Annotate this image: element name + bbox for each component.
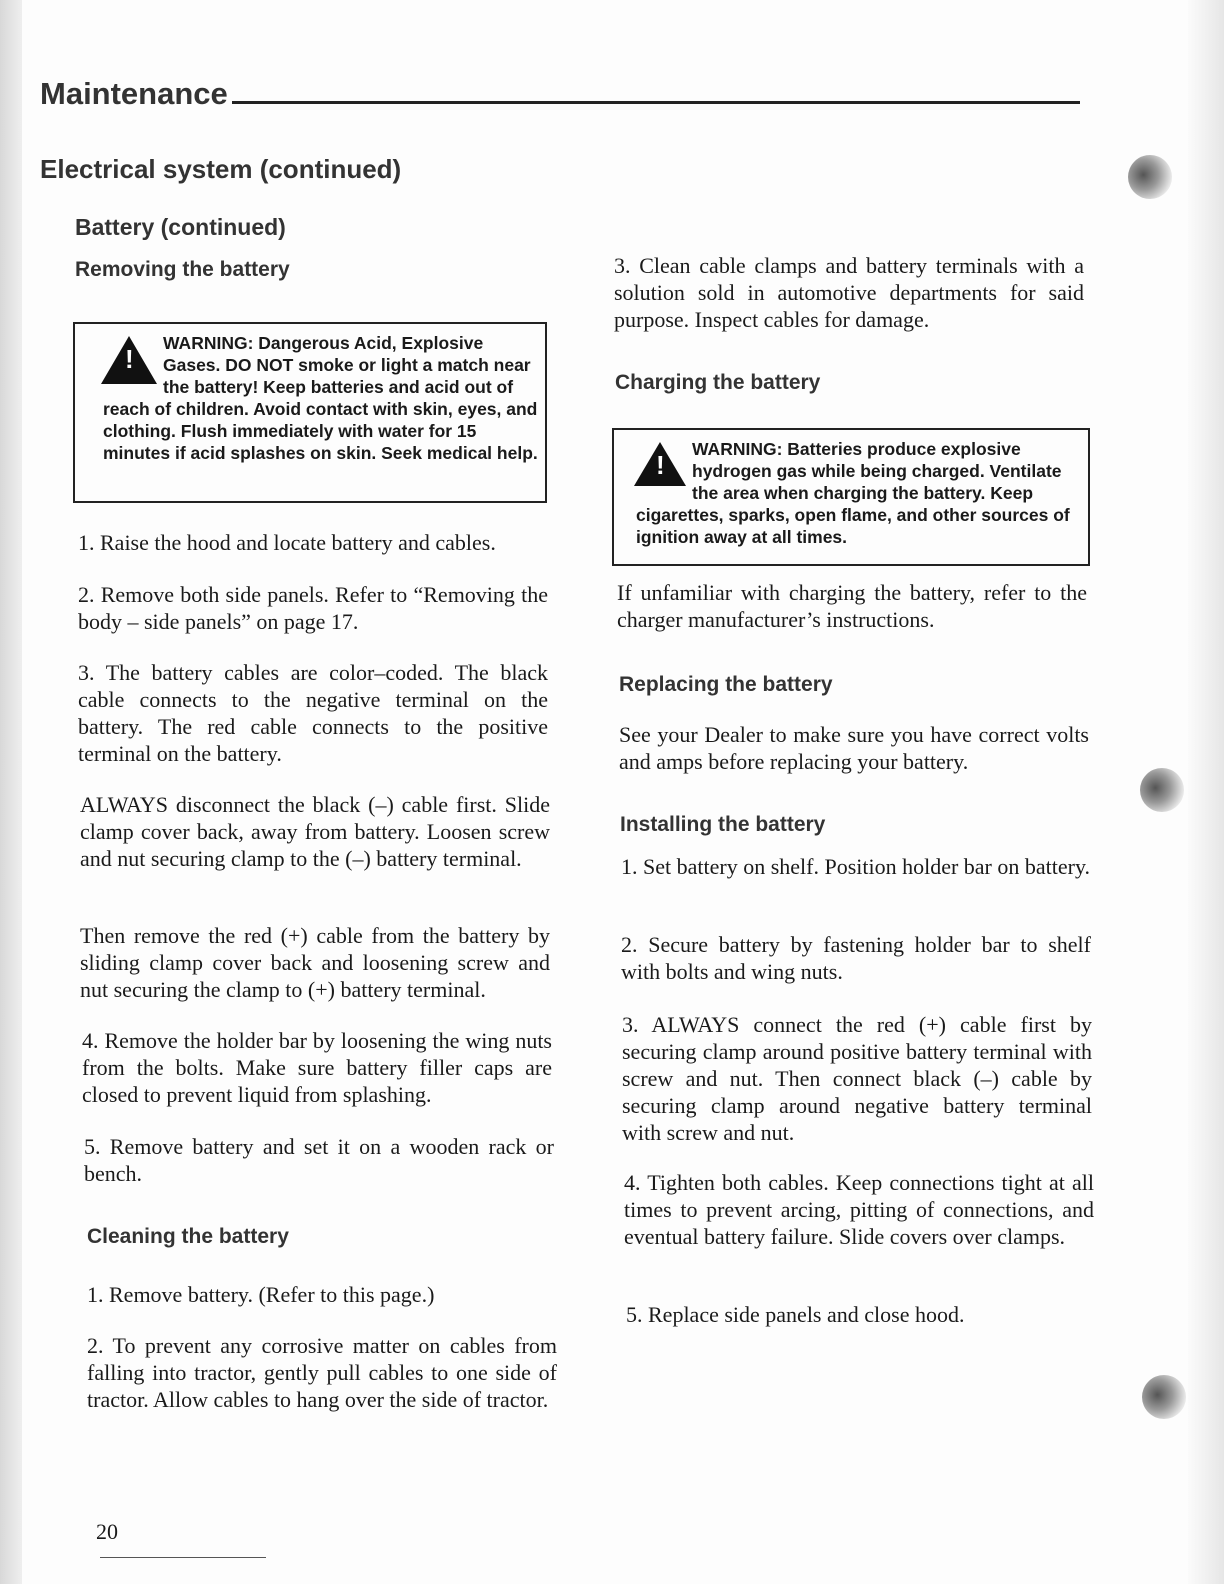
warning-text: WARNING: Batteries produce explosive hydrogen gas while being charged. Ventilate the area when charging the battery. Keep cigarettes, sparks, open flame, and other sources of ignition away at all times. (636, 439, 1070, 547)
section-title: Electrical system (continued) (40, 154, 402, 184)
charging-text: If unfamiliar with charging the battery, refer to the charger manufacturer’s instructions. (617, 580, 1087, 632)
page-header-title: Maintenance (40, 76, 228, 111)
replacing-text: See your Dealer to make sure you have correct volts and amps before replacing your battery. (619, 722, 1089, 774)
step: ALWAYS disconnect the black (–) cable first. Slide clamp cover back, away from battery. Loosen screw and nut securing clamp to the (–) battery terminal. (80, 792, 550, 871)
warning-box-acid (73, 322, 547, 503)
warning-triangle-icon: ! (101, 336, 157, 384)
step: 4. Tighten both cables. Keep connections tight at all times to prevent arcing, pitting of connections, and eventual battery failure. Slide covers over clamps. (624, 1170, 1094, 1249)
step: 3. ALWAYS connect the red (+) cable first by securing clamp around positive battery terminal with screw and nut. Then connect black (–) cable by securing clamp around negative battery terminal with screw and nut. (622, 1012, 1092, 1145)
step: 3. Clean cable clamps and battery terminals with a solution sold in automotive departments for said purpose. Inspect cables for damage. (614, 253, 1084, 332)
removing-heading: Removing the battery (75, 258, 290, 281)
step: 4. Remove the holder bar by loosening the wing nuts from the bolts. Make sure battery filler caps are closed to prevent liquid from splashing. (82, 1028, 552, 1107)
scan-edge-right (1188, 0, 1224, 1584)
charging-heading: Charging the battery (615, 371, 821, 394)
step: 1. Set battery on shelf. Position holder bar on battery. (621, 854, 1091, 879)
page-number: 20 (96, 1519, 118, 1544)
replacing-heading: Replacing the battery (619, 673, 833, 696)
step: Then remove the red (+) cable from the battery by sliding clamp cover back and loosening screw and nut securing the clamp to (+) battery terminal. (80, 923, 550, 1002)
step: 3. The battery cables are color–coded. The black cable connects to the negative terminal on the battery. The red cable connects to the positive terminal on the battery. (78, 660, 548, 766)
binder-hole-icon (1140, 768, 1184, 812)
subsection-title: Battery (continued) (75, 214, 286, 240)
warning-triangle-icon: ! (634, 442, 686, 486)
binder-hole-icon (1128, 155, 1172, 199)
footer-rule (100, 1557, 266, 1558)
step: 1. Raise the hood and locate battery and cables. (78, 530, 496, 555)
binder-hole-icon (1142, 1375, 1186, 1419)
step: 5. Remove battery and set it on a wooden rack or bench. (84, 1134, 554, 1186)
step: 2. To prevent any corrosive matter on cables from falling into tractor, gently pull cables to one side of tractor. Allow cables to hang over the side of tractor. (87, 1333, 557, 1412)
step: 2. Remove both side panels. Refer to “Removing the body – side panels” on page 17. (78, 582, 548, 634)
step: 1. Remove battery. (Refer to this page.) (87, 1282, 435, 1307)
step: 2. Secure battery by fastening holder bar to shelf with bolts and wing nuts. (621, 932, 1091, 984)
header-rule (232, 101, 1080, 104)
installing-heading: Installing the battery (620, 813, 826, 836)
cleaning-heading: Cleaning the battery (87, 1225, 289, 1248)
step: 5. Replace side panels and close hood. (626, 1302, 965, 1327)
scan-edge-left (0, 0, 22, 1584)
warning-box-hydrogen (612, 428, 1090, 566)
warning-text: WARNING: Dangerous Acid, Explosive Gases. DO NOT smoke or light a match near the battery! Keep batteries and acid out of reach of children. Avoid contact with skin, eyes, and clothing. Flush immediately with water for 15 minutes if acid splashes on skin. Seek medical help. (103, 333, 538, 463)
